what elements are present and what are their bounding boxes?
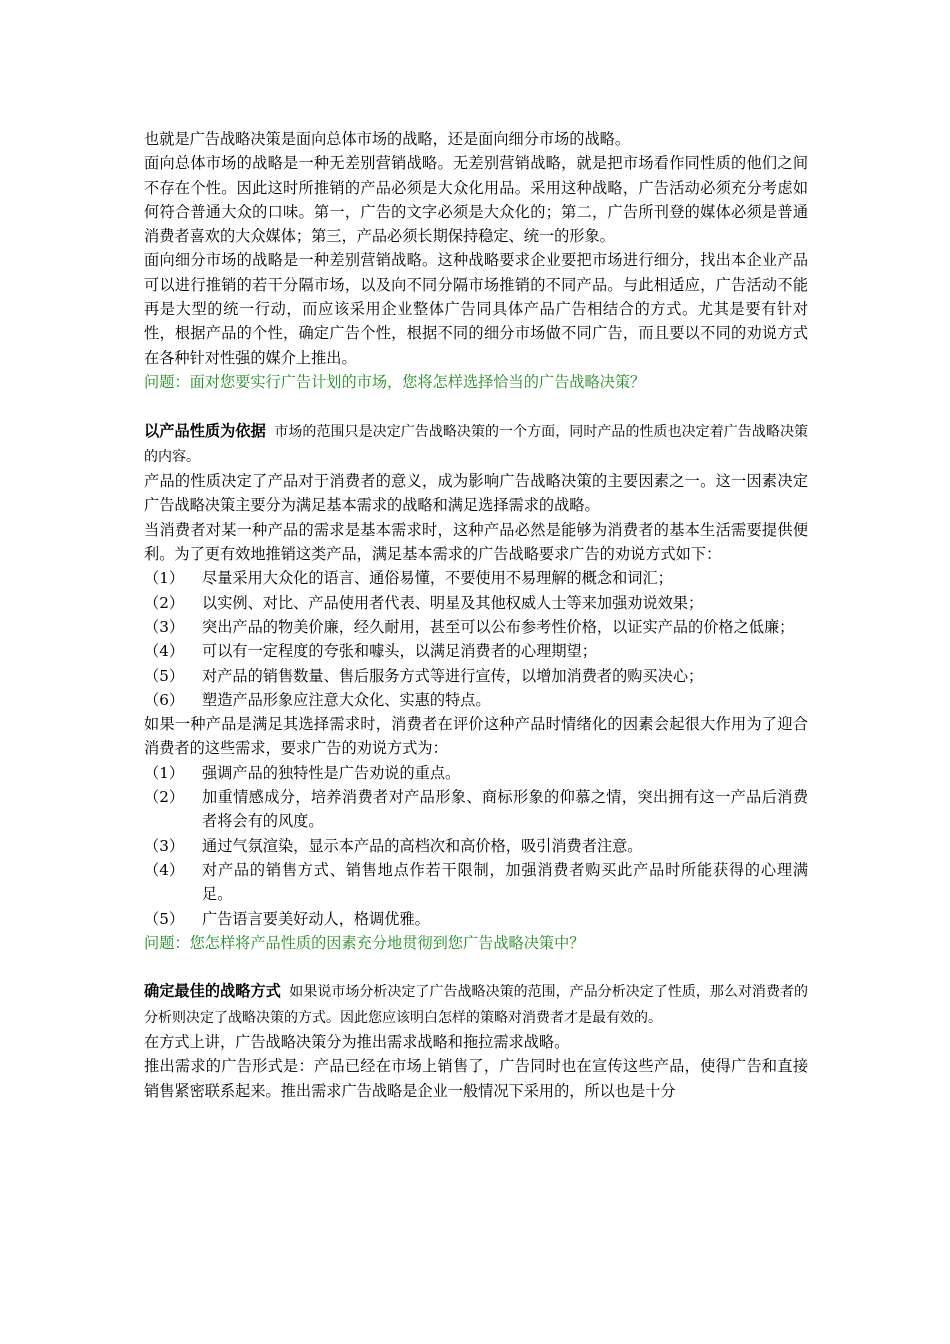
document-body (144, 127, 808, 1103)
paragraph: 面向总体市场的战略是一种无差别营销战略。无差别营销战略，就是把市场看作同性质的他们之间不存在个性。因此这时所推销的产品必须是大众化用品。采用这种战略，广告活动必须充分考虑如何符合普通大众的口味。第一，广告的文字必须是大众化的；第二，广告所刊登的媒体必须是普通消费者喜欢的大众媒体；第三，产品必须长期保持稳定、统一的形象。 (144, 154, 808, 246)
list-number: （3） (144, 836, 185, 855)
list-number: （1） (144, 763, 185, 782)
basic-needs-list (144, 566, 808, 712)
list-number: （5） (144, 666, 185, 685)
list-text: 突出产品的物美价廉，经久耐用，甚至可以公布参考性价格，以证实产品的价格之低廉； (202, 617, 795, 636)
blank-line (144, 955, 808, 979)
paragraph: 也就是广告战略决策是面向总体市场的战略，还是面向细分市场的战略。 (144, 130, 630, 148)
list-item (144, 591, 808, 615)
question-2: 问题：您怎样将产品性质的因素充分地贯彻到您广告战略决策中？ (144, 933, 585, 952)
list-item (144, 615, 808, 639)
list-item (144, 639, 808, 663)
paragraph: 如果一种产品是满足其选择需求时，消费者在评价这种产品时情绪化的因素会起很大作用为了迎合消费者的这些需求，要求广告的劝说方式为： (144, 715, 808, 758)
blank-line (144, 394, 808, 418)
list-text: 对产品的销售数量、售后服务方式等进行宣传，以增加消费者的购买决心； (202, 666, 704, 685)
paragraph: 面向细分市场的战略是一种差别营销战略。这种战略要求企业要把市场进行细分，找出本企业产品可以进行推销的若干分隔市场，以及向不同分隔市场推销的不同产品。与此相适应，广告活动不能再是大型的统一行动，而应该采用企业整体广告同具体产品广告相结合的方式。尤其是要有针对性，根据产品的个性，确定广告个性，根据不同的细分市场做不同广告，而且要以不同的劝说方式在各种针对性强的媒介上推出。 (144, 251, 808, 367)
list-text: 强调产品的独特性是广告劝说的重点。 (202, 763, 461, 782)
paragraph: 在方式上讲，广告战略决策分为推出需求战略和拖拉需求战略。 (144, 1032, 570, 1051)
list-number: （2） (144, 788, 185, 807)
selective-needs-list (144, 761, 808, 931)
list-text: 通过气氛渲染，显示本产品的高档次和高价格，吸引消费者注意。 (202, 836, 643, 855)
list-number: （1） (144, 569, 185, 588)
list-text: 加重情感成分，培养消费者对产品形象、商标形象的仰慕之情，突出拥有这一产品后消费者将会有的风度。 (202, 788, 808, 831)
section-2-intro: 市场的范围只是决定广告战略决策的一个方面，同时产品的性质也决定着广告战略决策的内容。 (144, 423, 808, 465)
list-number: （5） (144, 909, 185, 928)
list-item (144, 834, 808, 858)
list-item (144, 688, 808, 712)
list-text: 以实例、对比、产品使用者代表、明星及其他权威人士等来加强劝说效果； (202, 593, 704, 612)
list-number: （4） (144, 642, 185, 661)
paragraph: 产品的性质决定了产品对于消费者的意义，成为影响广告战略决策的主要因素之一。这一因素决定广告战略决策主要分为满足基本需求的战略和满足选择需求的战略。 (144, 472, 808, 515)
list-number: （2） (144, 593, 185, 612)
list-text: 对产品的销售方式、销售地点作若干限制，加强消费者购买此产品时所能获得的心理满足。 (202, 860, 808, 904)
section-2-lead (144, 419, 808, 470)
paragraph: 推出需求的广告形式是：产品已经在市场上销售了，广告同时也在宣传这些产品，使得广告和直接销售紧密联系起来。推出需求广告战略是企业一般情况下采用的，所以也是十分 (144, 1057, 808, 1100)
section-3-intro: 如果说市场分析决定了广告战略决策的范围，产品分析决定了性质，那么对消费者的分析则决定了战略决策的方式。因此您应该明白怎样的策略对消费者才是最有效的。 (144, 984, 808, 1026)
list-item (144, 785, 808, 834)
list-number: （3） (144, 617, 185, 636)
list-text: 广告语言要美好动人，格调优雅。 (202, 909, 430, 928)
list-text: 尽量采用大众化的语言、通俗易懂，不要使用不易理解的概念和词汇； (202, 569, 673, 588)
section-3-heading: 确定最佳的战略方式 (144, 982, 281, 1001)
section-2-heading: 以产品性质为依据 (144, 421, 266, 440)
list-item (144, 761, 808, 785)
list-item (144, 907, 808, 931)
list-number: （4） (144, 860, 185, 879)
question-1: 问题：面对您要实行广告计划的市场，您将怎样选择恰当的广告战略决策？ (144, 372, 646, 391)
list-item (144, 664, 808, 688)
section-3-lead (144, 979, 808, 1030)
paragraph: 当消费者对某一种产品的需求是基本需求时，这种产品必然是能够为消费者的基本生活需要提供便利。为了更有效地推销这类产品，满足基本需求的广告战略要求广告的劝说方式如下： (144, 520, 808, 564)
list-text: 塑造产品形象应注意大众化、实惠的特点。 (202, 690, 491, 709)
list-text: 可以有一定程度的夸张和噱头，以满足消费者的心理期望； (202, 642, 597, 661)
list-item (144, 858, 808, 907)
list-item (144, 566, 808, 590)
list-number: （6） (144, 690, 185, 709)
